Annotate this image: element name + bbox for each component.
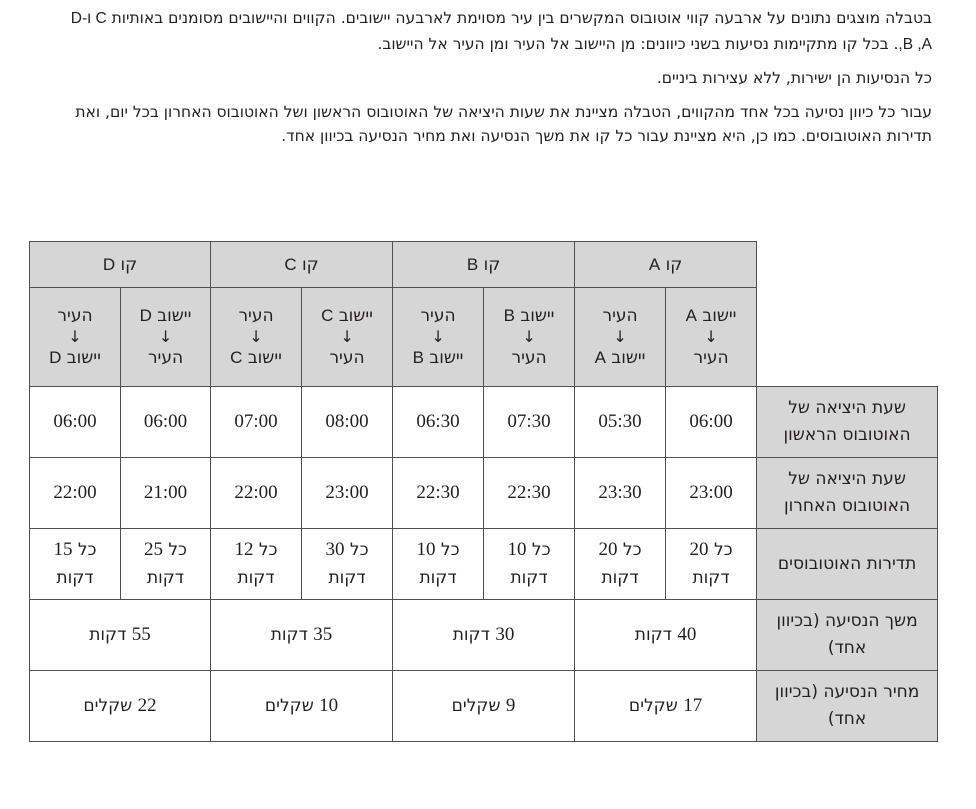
city-word: העיר [147,348,184,368]
direction-c-to-city [302,288,393,387]
frequency-cell [484,529,575,600]
time-cell [121,458,211,529]
frequency-unit: דקות [328,568,366,588]
from-settlement [484,302,574,330]
frequency-cell [211,529,302,600]
time-value: 06:00 [53,411,97,432]
time-value: 23:30 [598,482,642,503]
from-city [211,302,301,330]
bus-lines-table [29,241,938,742]
time-cell [30,458,121,529]
time-cell [666,458,757,529]
from-city [575,302,665,330]
time-cell [666,387,757,458]
frequency-unit: דקות [237,568,275,588]
duration-value: 55 [131,624,151,645]
city-word: העיר [420,306,456,326]
row-label-price [757,671,938,742]
duration-unit: דקות [270,625,308,645]
price-value: 22 [137,695,157,716]
row-label-text: שעת היציאה של האוטובוס הראשון [783,398,911,445]
time-value: 05:30 [598,411,642,432]
down-arrow-icon: ↓ [522,327,536,346]
line-header-c [211,242,393,288]
settlement-word: יישוב [520,306,555,326]
frequency-cell [393,529,484,600]
row-label-text: שעת היציאה של האוטובוס האחרון [784,469,911,516]
city-word: העיר [329,348,365,368]
duration-cell [211,600,393,671]
frequency-line [575,536,665,564]
settlement-word: יישוב [157,306,192,326]
settlement-word: יישוב [247,348,282,368]
time-value: 07:00 [234,411,278,432]
frequency-unit: דקות [692,568,730,588]
frequency-prefix: כל [77,540,97,560]
last-departure-row [30,458,938,529]
settlement-word: יישוב [338,306,373,326]
time-cell [484,387,575,458]
to-settlement [30,344,120,372]
line-header-d [30,242,211,288]
settlement-letter: B [503,306,515,325]
to-settlement [211,344,301,372]
to-city [666,344,756,372]
time-value: 22:30 [507,482,551,503]
time-value: 07:30 [507,411,551,432]
price-unit: שקלים [628,696,678,716]
frequency-line [211,536,301,564]
price-value: 10 [319,695,339,716]
time-cell [575,387,666,458]
frequency-value: 10 [416,539,436,560]
direction-city-to-d [30,288,121,387]
corner-cell [757,242,938,387]
frequency-cell [666,529,757,600]
to-city [484,344,574,372]
settlement-letter: A [685,306,697,325]
time-value: 23:00 [689,482,733,503]
frequency-unit: דקות [601,568,639,588]
time-value: 23:00 [325,482,369,503]
intro-paragraph-1: בטבלה מוצגים נתונים על ארבעה קווי אוטובוס המקשרים בין עיר מסוימת לארבעה יישובים. הקווים והיישובים מסומנים באותיות D-ו C ,B ,A. בכל קו מתקיימות נסיעות בשני כיוונים: מן היישוב אל העיר ומן העיר אל היישוב. [70,9,932,53]
price-unit: שקלים [451,696,501,716]
intro-paragraph-3: עבור כל כיוון נסיעה בכל אחד מהקווים, הטבלה מציינת את שעות היציאה של האוטובוס הראשון ושל האוטובוס האחרון בכל יום, ואת תדירות האוטובוסים. כמו כן, היא מציינת עבור כל קו את משך הנסיעה ואת מחיר הנסיעה בכיוון אחד. [75,102,932,145]
time-value: 22:30 [416,482,460,503]
frequency-prefix: כל [440,540,460,560]
price-row [30,671,938,742]
down-arrow-icon: ↓ [704,327,718,346]
to-city [302,344,392,372]
price-value: 9 [505,695,516,716]
duration-value: 35 [313,624,333,645]
price-cell [30,671,211,742]
time-cell [302,458,393,529]
frequency-value: 20 [689,539,709,560]
row-label-text: משך הנסיעה (בכיוון אחד) [776,611,918,658]
row-label-first-departure [757,387,938,458]
line-letter: D [102,254,116,274]
duration-row [30,600,938,671]
direction-b-to-city [484,288,575,387]
price-cell [393,671,575,742]
down-arrow-icon: ↓ [249,327,263,346]
duration-cell [30,600,211,671]
frequency-prefix: כל [713,540,733,560]
line-letters: D-ו C ,B ,A [70,10,932,53]
duration-value: 30 [495,624,515,645]
settlement-word: יישוב [702,306,737,326]
time-value: 06:00 [143,411,188,432]
settlement-word: יישוב [429,348,464,368]
time-value: 21:00 [143,482,188,503]
time-cell [211,387,302,458]
frequency-unit: דקות [510,568,548,588]
line-header-row [30,242,938,288]
price-value: 17 [683,695,703,716]
frequency-value: 25 [143,539,163,560]
time-value: 06:30 [416,411,460,432]
frequency-line [121,536,210,564]
time-value: 08:00 [325,411,369,432]
down-arrow-icon: ↓ [68,327,82,346]
frequency-value: 30 [325,539,345,560]
time-value: 06:00 [689,411,733,432]
frequency-unit-line [393,564,483,592]
from-city [393,302,483,330]
frequency-line [30,536,120,564]
frequency-value: 12 [234,539,254,560]
direction-city-to-a [575,288,666,387]
line-letter: C [284,254,297,274]
price-unit: שקלים [83,696,133,716]
row-label-last-departure [757,458,938,529]
duration-unit: דקות [452,625,490,645]
time-cell [302,387,393,458]
row-label-frequency [757,529,938,600]
price-unit: שקלים [264,696,314,716]
intro-text [52,6,932,149]
duration-unit: דקות [89,625,127,645]
frequency-prefix: כל [531,540,551,560]
frequency-unit-line [484,564,574,592]
from-settlement [121,302,210,330]
frequency-cell [30,529,121,600]
city-word: העיר [511,348,547,368]
frequency-value: 10 [507,539,527,560]
down-arrow-icon: ↓ [431,327,445,346]
frequency-cell [575,529,666,600]
line-word: קו [120,254,138,275]
from-settlement [666,302,756,330]
time-cell [575,458,666,529]
frequency-unit: דקות [419,568,457,588]
frequency-value: 15 [53,539,73,560]
frequency-prefix: כל [622,540,642,560]
direction-city-to-b [393,288,484,387]
settlement-word: יישוב [611,348,646,368]
settlement-letter: D [49,348,62,367]
duration-value: 40 [677,624,697,645]
line-header-b [393,242,575,288]
price-cell [575,671,757,742]
line-header-a [575,242,757,288]
to-settlement [393,344,483,372]
to-city [121,344,210,372]
direction-city-to-c [211,288,302,387]
settlement-letter: D [139,306,152,325]
line-word: קו [665,254,683,275]
frequency-line [302,536,392,564]
time-cell [393,387,484,458]
duration-cell [575,600,757,671]
frequency-line [484,536,574,564]
frequency-value: 20 [598,539,618,560]
down-arrow-icon: ↓ [158,327,173,346]
frequency-unit-line [575,564,665,592]
settlement-word: יישוב [66,348,101,368]
frequency-row [30,529,938,600]
frequency-line [666,536,756,564]
city-word: העיר [57,306,93,326]
city-word: העיר [238,306,274,326]
table-body [30,242,938,742]
frequency-unit: דקות [146,568,185,588]
direction-a-to-city [666,288,757,387]
first-departure-row [30,387,938,458]
line-letter: B [466,254,479,274]
frequency-unit-line [30,564,120,592]
intro-paragraph-2: כל הנסיעות הן ישירות, ללא עצירות ביניים. [656,69,932,87]
frequency-cell [302,529,393,600]
from-settlement [302,302,392,330]
frequency-unit: דקות [56,568,94,588]
time-value: 22:00 [234,482,278,503]
time-cell [121,387,211,458]
from-city [30,302,120,330]
frequency-line [393,536,483,564]
settlement-letter: C [321,306,334,325]
line-word: קו [302,254,319,275]
frequency-prefix: כל [168,540,188,560]
down-arrow-icon: ↓ [613,327,627,346]
direction-d-to-city [121,288,211,387]
frequency-unit-line [121,564,210,592]
line-letter: A [648,254,661,274]
settlement-letter: C [230,348,243,367]
frequency-prefix: כל [349,540,369,560]
frequency-unit-line [211,564,301,592]
frequency-unit-line [302,564,392,592]
time-value: 22:00 [53,482,97,503]
duration-cell [393,600,575,671]
down-arrow-icon: ↓ [340,327,354,346]
to-settlement [575,344,665,372]
row-label-duration [757,600,938,671]
price-cell [211,671,393,742]
settlement-letter: B [412,348,424,367]
city-word: העיר [693,348,729,368]
line-word: קו [483,254,501,275]
row-label-text: תדירות האוטובוסים [777,553,917,574]
city-word: העיר [602,306,638,326]
time-cell [211,458,302,529]
frequency-prefix: כל [258,540,278,560]
row-label-text: מחיר הנסיעה (בכיוון אחד) [774,682,920,729]
duration-unit: דקות [634,625,672,645]
settlement-letter: A [594,348,606,367]
frequency-unit-line [666,564,756,592]
frequency-cell [121,529,211,600]
time-cell [30,387,121,458]
time-cell [393,458,484,529]
time-cell [484,458,575,529]
